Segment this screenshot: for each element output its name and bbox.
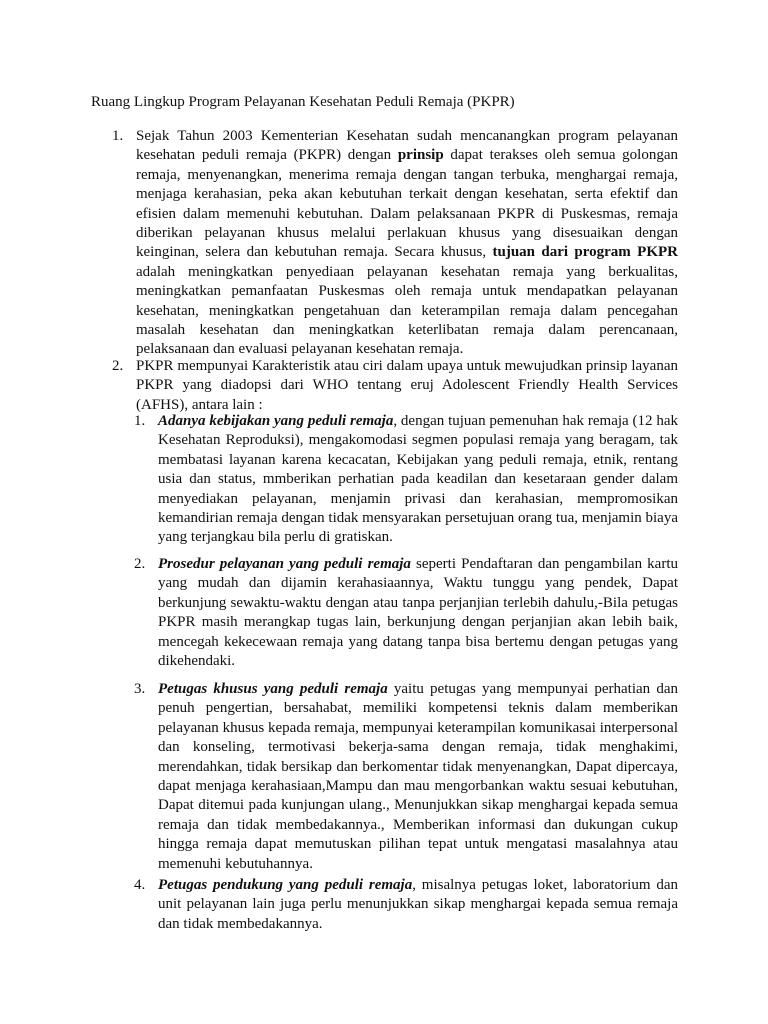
sub-item-2 xyxy=(134,555,678,671)
list-item-2 xyxy=(100,357,678,415)
sub-item-3 xyxy=(134,680,678,874)
sub-item-heading: Petugas khusus yang peduli remaja xyxy=(158,681,388,697)
sub-item-text: Petugas pendukung yang peduli remaja, misalnya petugas loket, laboratorium dan unit pelayanan lain juga perlu menunjukkan sikap menghargai kepada semua remaja dan tidak membedakannya. xyxy=(158,877,679,932)
list-item-text: Sejak Tahun 2003 Kementerian Kesehatan sudah mencanangkan program pelayanan kesehatan peduli remaja (PKPR) dengan prinsip dapat terakses oleh semua golongan remaja, menyenangkan, menerima remaja dengan tangan terbuka, menghargai remaja, menjaga kerahasian, peka akan kebutuhan terkait dengan kesehatan, serta efektif dan efisien dalam memenuhi kebutuhan. Dalam pelaksanaan PKPR di Puskesmas, remaja diberikan pelayanan khusus melalui perlakuan khusus yang disesuaikan dengan keinginan, selera dan kebutuhan remaja. Secara khusus, tujuan dari program PKPR adalah meningkatkan penyediaan pelayanan kesehatan remaja yang berkualitas, meningkatkan pemanfaatan Puskesmas oleh remaja untuk mendapatkan pelayanan kesehatan, meningkatkan pengetahuan dan keterampilan remaja dalam pencegahan masalah kesehatan dan meningkatkan keterlibatan remaja dalam perencanaan, pelaksanaan dan evaluasi pelayanan kesehatan remaja. xyxy=(136,128,679,358)
list-item-number: 1. xyxy=(112,128,124,144)
sub-item-heading: Prosedur pelayanan yang peduli remaja xyxy=(158,556,411,572)
sub-item-1 xyxy=(134,412,678,548)
sub-item-number: 3. xyxy=(134,681,146,697)
sub-item-heading: Adanya kebijakan yang peduli remaja xyxy=(158,413,394,429)
list-item-1 xyxy=(100,127,678,360)
sub-item-number: 4. xyxy=(134,877,146,893)
sub-item-4 xyxy=(134,876,679,934)
list-item-text: PKPR mempunyai Karakteristik atau ciri dalam upaya untuk mewujudkan prinsip layanan PKPR yang diadopsi dari WHO tentang eruj Adolescent Friendly Health Services (AFHS), antara lain : xyxy=(136,358,678,413)
sub-item-heading: Petugas pendukung yang peduli remaja xyxy=(158,877,413,893)
sub-item-text: Petugas khusus yang peduli remaja yaitu petugas yang mempunyai perhatian dan penuh pengertian, bersahabat, memiliki kompetensi teknis dalam memberikan pelayanan khusus kepada remaja, mempunyai keterampilan komunikasai interpersonal dan konseling, termotivasi bekerja-sama dengan remaja, tidak menghakimi, merendahkan, tidak bersikap dan berkomentar tidak menyenangkan, Dapat dipercaya, dapat menjaga kerahasiaan,Mampu dan mau mengorbankan waktu sesuai kebutuhan, Dapat ditemui pada kunjungan ulang., Menunjukkan sikap menghargai kepada semua remaja dan tidak membedakannya., Memberikan informasi dan dukungan cukup hingga remaja dapat memutuskan pilihan tepat untuk mengatasi masalahnya atau memenuhi kebutuhannya. xyxy=(158,681,678,872)
bold-term-prinsip: prinsip xyxy=(397,147,444,164)
bold-term-tujuan: tujuan dari program PKPR xyxy=(492,244,678,261)
document-title: Ruang Lingkup Program Pelayanan Kesehatan Peduli Remaja (PKPR) xyxy=(91,94,515,110)
sub-item-number: 2. xyxy=(134,556,146,572)
sub-item-text: Prosedur pelayanan yang peduli remaja seperti Pendaftaran dan pengambilan kartu yang mudah dan dijamin kerahasiaannya, Waktu tunggu yang pendek, Dapat berkunjung sewaktu-waktu dengan atau tanpa perjanjian terlebih dahulu,-Bila petugas PKPR masih merangkap tugas lain, berkunjung dengan perjanjian akan lebih baik, mencegah kekecewaan remaja yang datang tanpa bisa bertemu dengan petugas yang dikehendaki. xyxy=(158,556,678,670)
sub-item-number: 1. xyxy=(134,413,146,429)
list-item-number: 2. xyxy=(112,358,124,374)
sub-item-text: Adanya kebijakan yang peduli remaja, dengan tujuan pemenuhan hak remaja (12 hak Kesehatan Reproduksi), mengakomodasi segmen populasi remaja yang beragam, tak membatasi layanan karena kecacatan, Kebijakan yang peduli remaja, etnik, rentang usia dan status, mmberikan perhatian pada keadilan dan kesetaraan gender dalam menyediakan pelayanan, menjamin privasi dan kerahasian, mempromosikan kemandirian remaja dengan tidak mensyarakan persetujuan orang tua, menjamin biaya yang terjangkau bila perlu di gratiskan. xyxy=(158,413,678,546)
